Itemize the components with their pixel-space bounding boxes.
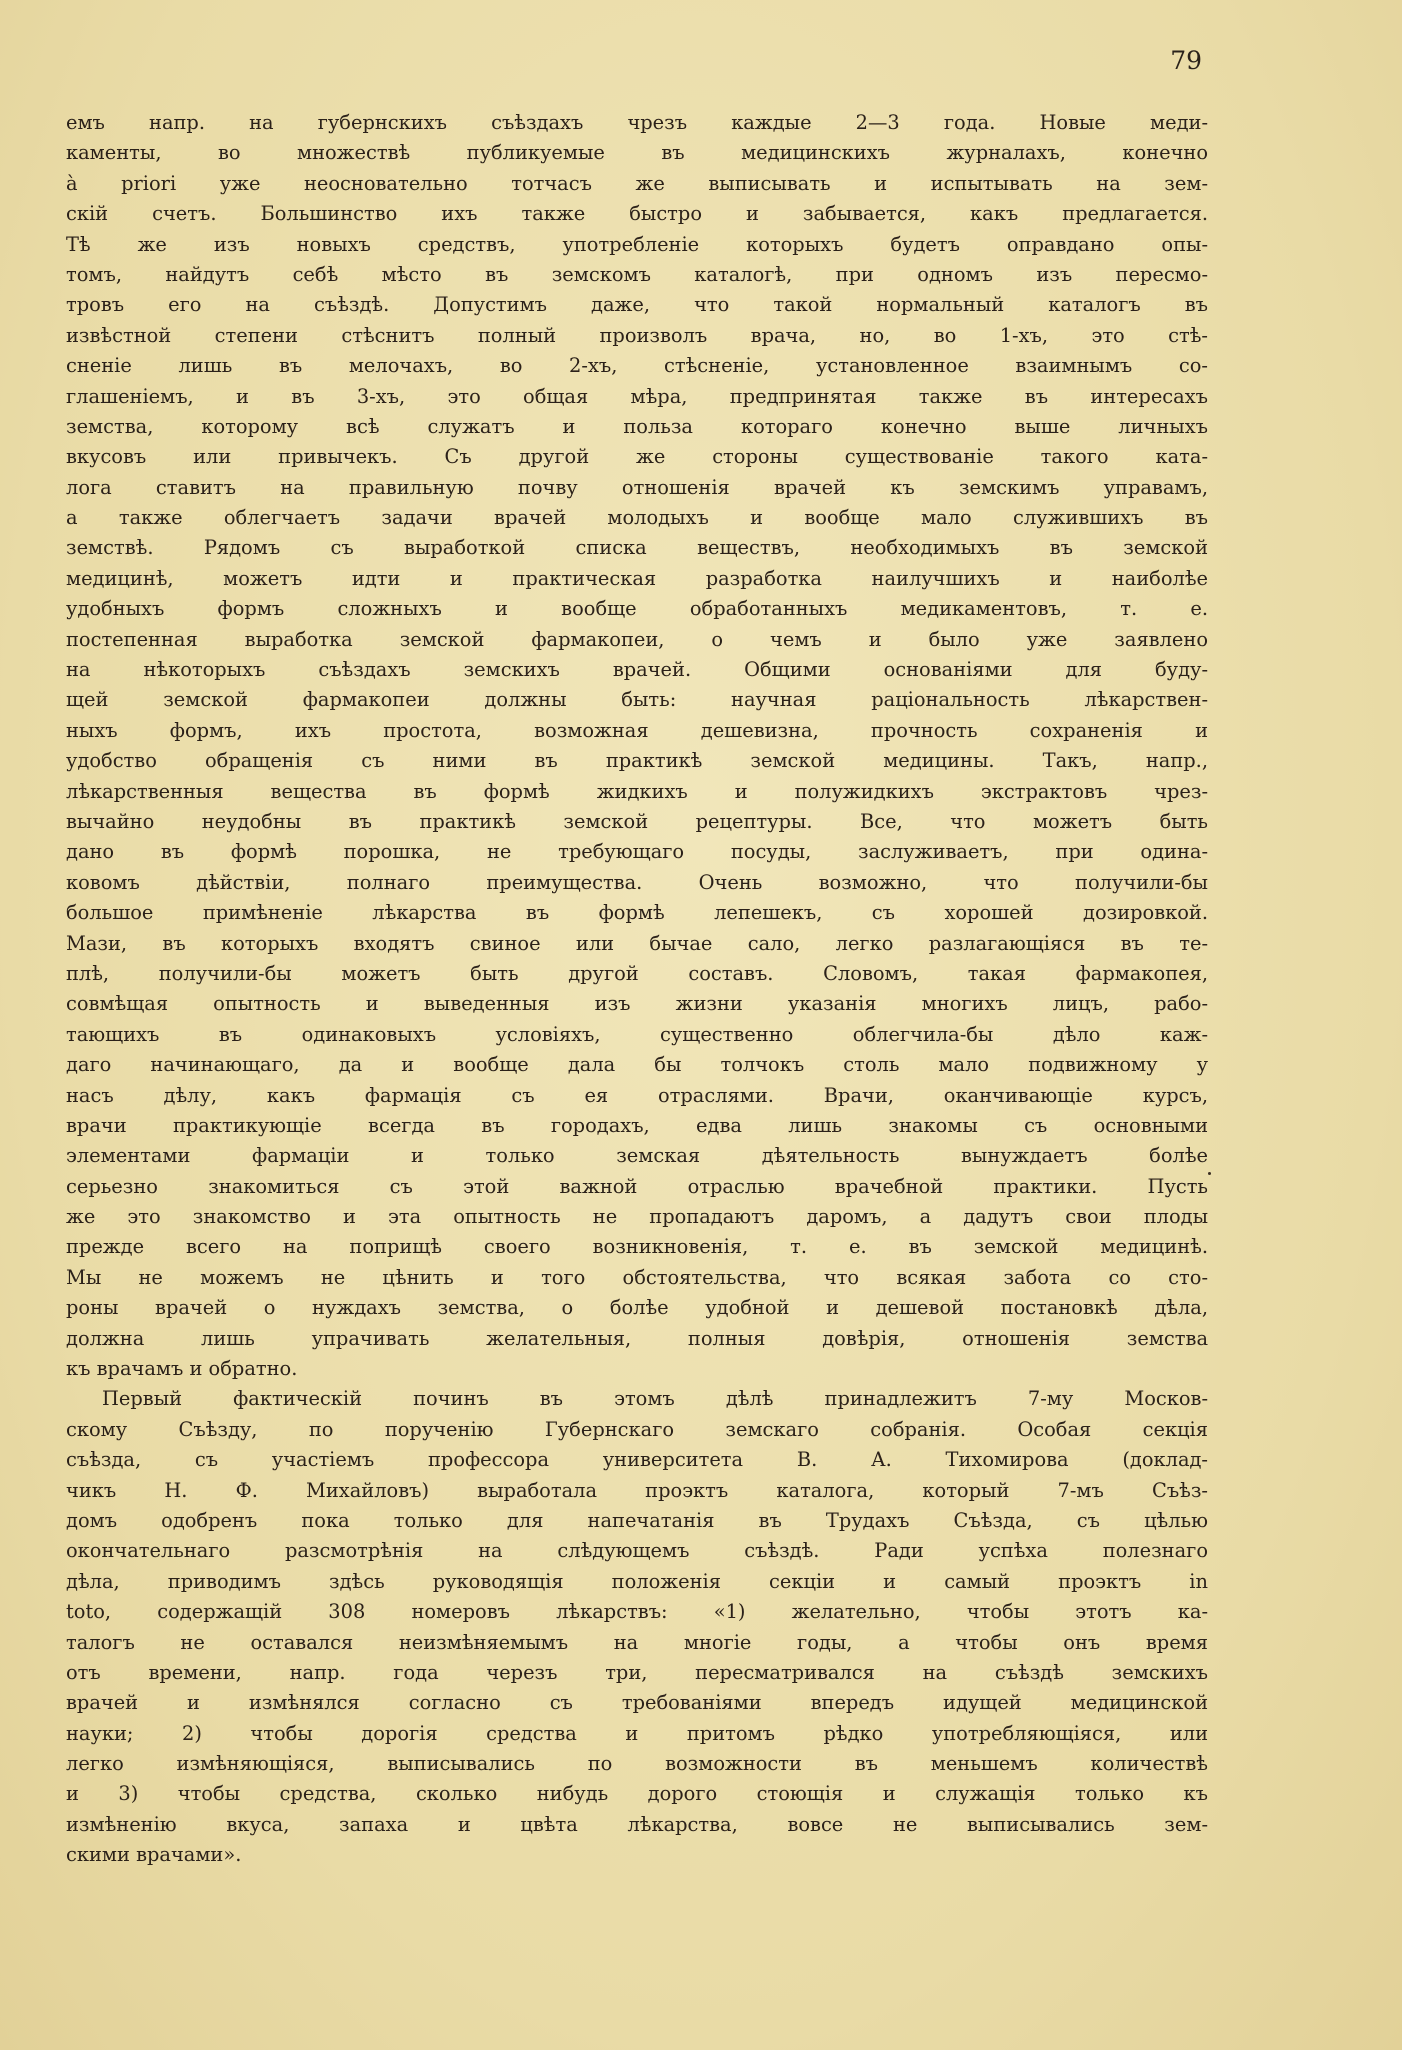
text-line: томъ, найдутъ себѣ мѣсто въ земскомъ каталогѣ, при одномъ изъ пересмо-: [66, 262, 1208, 286]
text-line: Мази, въ которыхъ входятъ свиное или бычае сало, легко разлагающіяся въ те-: [66, 931, 1208, 955]
text-line: ковомъ дѣйствіи, полнаго преимущества. Очень возможно, что получили-бы: [66, 870, 1208, 894]
text-line: даго начинающаго, да и вообще дала бы толчокъ столь мало подвижному у: [66, 1053, 1208, 1077]
body-text: [66, 108, 1208, 1871]
paper-spot: [1208, 1172, 1211, 1175]
text-line: роны врачей о нуждахъ земства, о болѣе удобной и дешевой постановкѣ дѣла,: [66, 1296, 1208, 1320]
text-line: дѣла, приводимъ здѣсь руководящія положенія секціи и самый проэктъ in: [66, 1569, 1208, 1593]
text-line: талогъ не оставался неизмѣняемымъ на многіе годы, а чтобы онъ время: [66, 1630, 1208, 1654]
text-line: отъ времени, напр. года черезъ три, пересматривался на съѣздѣ земскихъ: [66, 1660, 1208, 1684]
text-line: домъ одобренъ пока только для напечатанія въ Трудахъ Съѣзда, съ цѣлью: [66, 1508, 1208, 1532]
text-line: тающихъ въ одинаковыхъ условіяхъ, существенно облегчила-бы дѣло каж-: [66, 1022, 1208, 1046]
text-line: емъ напр. на губернскихъ съѣздахъ чрезъ каждые 2—3 года. Новые меди-: [66, 111, 1208, 134]
paragraph-2: [66, 1384, 1208, 1870]
text-line: щей земской фармакопеи должны быть: научная раціональность лѣкарствен-: [66, 688, 1208, 712]
text-line: земства, которому всѣ служатъ и польза котораго конечно выше личныхъ: [66, 414, 1208, 438]
text-line: скому Съѣзду, по порученію Губернскаго земскаго собранія. Особая секція: [66, 1417, 1208, 1441]
text-line: врачей и измѣнялся согласно съ требованіями впередъ идущей медицинской: [66, 1691, 1208, 1715]
text-line: каменты, во множествѣ публикуемые въ медицинскихъ журналахъ, конечно: [66, 141, 1208, 165]
text-line: чикъ Н. Ф. Михайловъ) выработала проэктъ каталога, который 7-мъ Съѣз-: [66, 1478, 1208, 1502]
text-line: большое примѣненіе лѣкарства въ формѣ лепешекъ, съ хорошей дозировкой.: [66, 901, 1208, 925]
text-line: же это знакомство и эта опытность не пропадаютъ даромъ, а дадутъ свои плоды: [66, 1205, 1208, 1229]
text-line: тровъ его на съѣздѣ. Допустимъ даже, что такой нормальный каталогъ въ: [66, 293, 1208, 317]
text-line: ныхъ формъ, ихъ простота, возможная дешевизна, прочность сохраненія и: [66, 718, 1208, 742]
text-line: и 3) чтобы средства, сколько нибудь дорого стоющія и служащія только къ: [66, 1782, 1208, 1806]
text-line: извѣстной степени стѣснитъ полный произволъ врача, но, во 1-хъ, это стѣ-: [66, 323, 1208, 347]
text-line: окончательнаго разсмотрѣнія на слѣдующемъ съѣздѣ. Ради успѣха полезнаго: [66, 1539, 1208, 1563]
text-line: глашеніемъ, и въ 3-хъ, это общая мѣра, предпринятая также въ интересахъ: [66, 384, 1208, 408]
text-line: серьезно знакомиться съ этой важной отраслью врачебной практики. Пусть: [66, 1174, 1208, 1198]
text-line: земствѣ. Рядомъ съ выработкой списка веществъ, необходимыхъ въ земской: [66, 536, 1208, 560]
text-line: à priori уже неосновательно тотчасъ же выписывать и испытывать на зем-: [66, 171, 1208, 195]
text-line: на нѣкоторыхъ съѣздахъ земскихъ врачей. Общими основаніями для буду-: [66, 658, 1208, 682]
text-line: легко измѣняющіяся, выписывались по возможности въ меньшемъ количествѣ: [66, 1752, 1208, 1776]
text-line: скими врачами».: [66, 1843, 242, 1867]
text-line: лѣкарственныя вещества въ формѣ жидкихъ и полужидкихъ экстрактовъ чрез-: [66, 779, 1208, 803]
text-line: скій счетъ. Большинство ихъ также быстро и забывается, какъ предлагается.: [66, 202, 1208, 226]
paragraph-1: [66, 108, 1208, 1384]
text-line: Мы не можемъ не цѣнить и того обстоятельства, что всякая забота со сто-: [66, 1265, 1208, 1289]
text-line: лога ставитъ на правильную почву отношенія врачей къ земскимъ управамъ,: [66, 475, 1208, 499]
text-line: насъ дѣлу, какъ фармація съ ея отраслями. Врачи, оканчивающіе курсъ,: [66, 1083, 1208, 1107]
text-line: сненіе лишь въ мелочахъ, во 2-хъ, стѣсненіе, установленное взаимнымъ со-: [66, 354, 1208, 378]
text-line: элементами фармаціи и только земская дѣятельность вынуждаетъ болѣе: [66, 1144, 1208, 1168]
text-line: удобство обращенія съ ними въ практикѣ земской медицины. Такъ, напр.,: [66, 749, 1208, 773]
text-line: Тѣ же изъ новыхъ средствъ, употребленіе которыхъ будетъ оправдано опы-: [66, 232, 1208, 256]
text-line: плѣ, получили-бы можетъ быть другой составъ. Словомъ, такая фармакопея,: [66, 961, 1208, 985]
text-line: удобныхъ формъ сложныхъ и вообще обработанныхъ медикаментовъ, т. е.: [66, 597, 1208, 621]
text-line: дано въ формѣ порошка, не требующаго посуды, заслуживаетъ, при одина-: [66, 840, 1208, 864]
text-line: Первый фактическій починъ въ этомъ дѣлѣ принадлежитъ 7-му Москов-: [102, 1387, 1208, 1411]
text-line: а также облегчаетъ задачи врачей молодыхъ и вообще мало служившихъ въ: [66, 506, 1208, 530]
text-line: toto, содержащій 308 номеровъ лѣкарствъ: «1) желательно, чтобы этотъ ка-: [66, 1600, 1208, 1624]
text-line: вычайно неудобны въ практикѣ земской рецептуры. Все, что можетъ быть: [66, 809, 1208, 833]
text-line: вкусовъ или привычекъ. Съ другой же стороны существованіе такого ката-: [66, 445, 1208, 469]
text-line: врачи практикующіе всегда въ городахъ, едва лишь знакомы съ основными: [66, 1113, 1208, 1137]
page-number: 79: [1170, 46, 1202, 75]
text-line: измѣненію вкуса, запаха и цвѣта лѣкарства, вовсе не выписывались зем-: [66, 1812, 1208, 1836]
text-line: медицинѣ, можетъ идти и практическая разработка наилучшихъ и наиболѣе: [66, 566, 1208, 590]
text-line: къ врачамъ и обратно.: [66, 1357, 298, 1381]
text-line: совмѣщая опытность и выведенныя изъ жизни указанія многихъ лицъ, рабо-: [66, 992, 1208, 1016]
text-line: науки; 2) чтобы дорогія средства и притомъ рѣдко употребляющіяся, или: [66, 1721, 1208, 1745]
text-line: съѣзда, съ участіемъ профессора университета В. А. Тихомирова (доклад-: [66, 1448, 1208, 1472]
text-line: постепенная выработка земской фармакопеи, о чемъ и было уже заявлено: [66, 627, 1208, 651]
text-line: прежде всего на поприщѣ своего возникновенія, т. е. въ земской медицинѣ.: [66, 1235, 1208, 1259]
text-line: должна лишь упрачивать желательныя, полныя довѣрія, отношенія земства: [66, 1326, 1208, 1350]
